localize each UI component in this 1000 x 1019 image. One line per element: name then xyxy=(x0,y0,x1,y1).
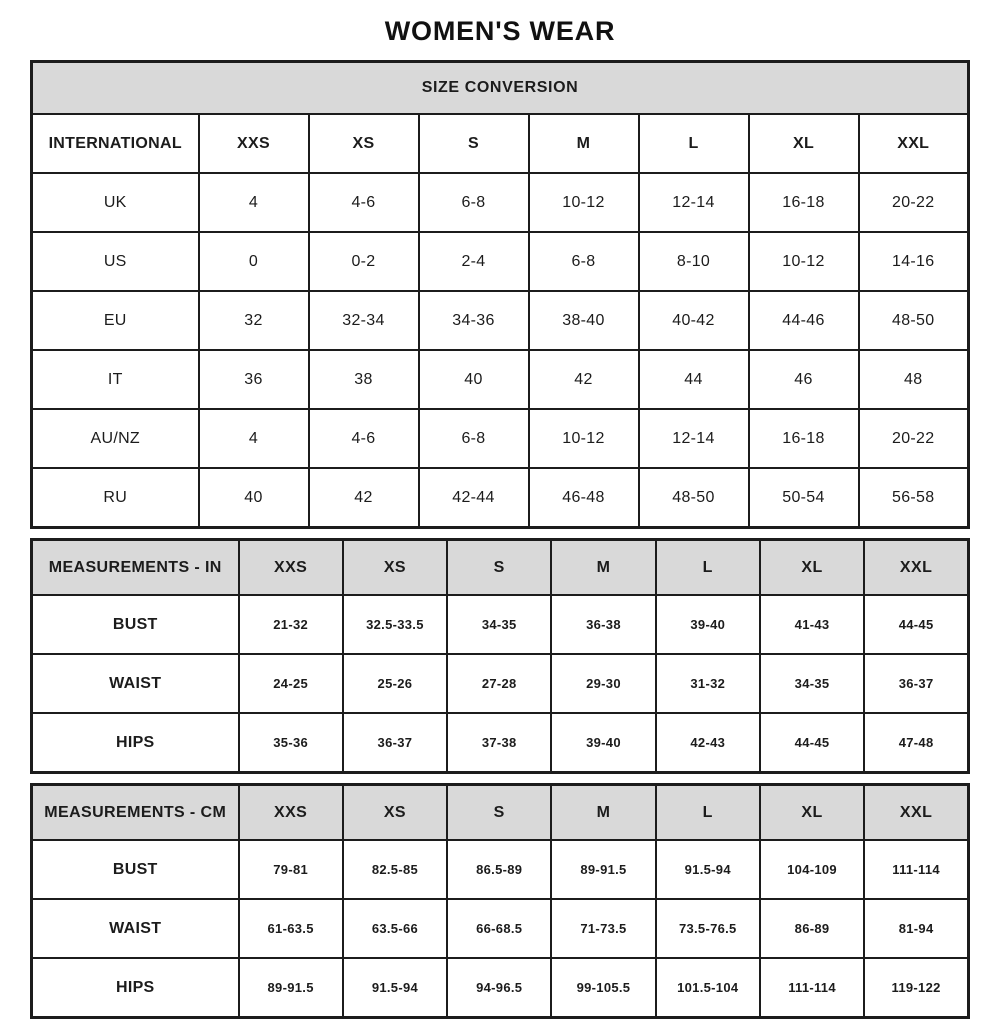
row-label-bust-in: BUST xyxy=(32,595,239,654)
in-col-header-m: M xyxy=(551,540,655,596)
cell-eu-m: 38-40 xyxy=(529,291,639,350)
in-col-header-l: L xyxy=(656,540,760,596)
cell-it-xs: 38 xyxy=(309,350,419,409)
cm-col-header-xxl: XXL xyxy=(864,785,968,841)
cell-hips-in-xs: 36-37 xyxy=(343,713,447,773)
cell-uk-xxs: 4 xyxy=(199,173,309,232)
cell-hips-in-xl: 44-45 xyxy=(760,713,864,773)
size-conversion-table xyxy=(30,60,970,529)
cell-eu-s: 34-36 xyxy=(419,291,529,350)
cell-ru-xs: 42 xyxy=(309,468,419,528)
cell-uk-xl: 16-18 xyxy=(749,173,859,232)
row-label-uk: UK xyxy=(32,173,199,232)
in-col-header-xs: XS xyxy=(343,540,447,596)
measurements-cm-table xyxy=(30,783,970,1019)
cell-it-xl: 46 xyxy=(749,350,859,409)
row-label-eu: EU xyxy=(32,291,199,350)
cell-waist-cm-m: 71-73.5 xyxy=(551,899,655,958)
cell-waist-in-xl: 34-35 xyxy=(760,654,864,713)
col-header-size-xxl: XXL xyxy=(859,114,969,173)
cell-aunz-s: 6-8 xyxy=(419,409,529,468)
cell-it-xxs: 36 xyxy=(199,350,309,409)
row-label-aunz: AU/NZ xyxy=(32,409,199,468)
table-row-ru xyxy=(32,468,969,528)
col-header-size-s: S xyxy=(419,114,529,173)
cell-aunz-xs: 4-6 xyxy=(309,409,419,468)
cell-uk-m: 10-12 xyxy=(529,173,639,232)
cm-col-header-xs: XS xyxy=(343,785,447,841)
cell-hips-cm-m: 99-105.5 xyxy=(551,958,655,1018)
cell-us-l: 8-10 xyxy=(639,232,749,291)
cell-waist-in-m: 29-30 xyxy=(551,654,655,713)
table-row-bust-in xyxy=(32,595,969,654)
cell-uk-l: 12-14 xyxy=(639,173,749,232)
cell-hips-cm-xxs: 89-91.5 xyxy=(239,958,343,1018)
table-row-hips-in xyxy=(32,713,969,773)
cell-waist-cm-l: 73.5-76.5 xyxy=(656,899,760,958)
cell-waist-in-xxl: 36-37 xyxy=(864,654,968,713)
cell-hips-cm-s: 94-96.5 xyxy=(447,958,551,1018)
cell-waist-cm-xxl: 81-94 xyxy=(864,899,968,958)
cell-eu-xs: 32-34 xyxy=(309,291,419,350)
cell-aunz-xxs: 4 xyxy=(199,409,309,468)
cm-col-header-xxs: XXS xyxy=(239,785,343,841)
cell-ru-xl: 50-54 xyxy=(749,468,859,528)
cell-bust-cm-xs: 82.5-85 xyxy=(343,840,447,899)
cell-waist-in-l: 31-32 xyxy=(656,654,760,713)
row-label-us: US xyxy=(32,232,199,291)
cell-eu-xxs: 32 xyxy=(199,291,309,350)
cell-ru-xxl: 56-58 xyxy=(859,468,969,528)
table-row-bust-cm xyxy=(32,840,969,899)
table-row-aunz xyxy=(32,409,969,468)
cell-hips-in-xxl: 47-48 xyxy=(864,713,968,773)
cell-waist-cm-xxs: 61-63.5 xyxy=(239,899,343,958)
cell-hips-cm-l: 101.5-104 xyxy=(656,958,760,1018)
col-header-size-l: L xyxy=(639,114,749,173)
cell-bust-cm-xxl: 111-114 xyxy=(864,840,968,899)
col-header-size-xs: XS xyxy=(309,114,419,173)
row-label-waist-cm: WAIST xyxy=(32,899,239,958)
cell-ru-m: 46-48 xyxy=(529,468,639,528)
cell-waist-cm-xl: 86-89 xyxy=(760,899,864,958)
page-title: WOMEN'S WEAR xyxy=(384,16,616,46)
cell-bust-in-xs: 32.5-33.5 xyxy=(343,595,447,654)
row-label-hips-in: HIPS xyxy=(32,713,239,773)
in-col-header-xxl: XXL xyxy=(864,540,968,596)
in-col-header-xxs: XXS xyxy=(239,540,343,596)
cell-waist-in-xs: 25-26 xyxy=(343,654,447,713)
cell-waist-in-s: 27-28 xyxy=(447,654,551,713)
cell-bust-cm-l: 91.5-94 xyxy=(656,840,760,899)
cell-bust-cm-s: 86.5-89 xyxy=(447,840,551,899)
cell-aunz-m: 10-12 xyxy=(529,409,639,468)
in-col-header-xl: XL xyxy=(760,540,864,596)
row-label-ru: RU xyxy=(32,468,199,528)
cell-uk-xs: 4-6 xyxy=(309,173,419,232)
cell-bust-in-l: 39-40 xyxy=(656,595,760,654)
table-row-waist-cm xyxy=(32,899,969,958)
cell-eu-xxl: 48-50 xyxy=(859,291,969,350)
row-label-hips-cm: HIPS xyxy=(32,958,239,1018)
table-row-waist-in xyxy=(32,654,969,713)
cell-us-m: 6-8 xyxy=(529,232,639,291)
cell-bust-in-xxs: 21-32 xyxy=(239,595,343,654)
measurements-in-table xyxy=(30,538,970,774)
cell-hips-cm-xxl: 119-122 xyxy=(864,958,968,1018)
table-row-us xyxy=(32,232,969,291)
measurements-cm-title: MEASUREMENTS - CM xyxy=(32,785,239,841)
row-label-bust-cm: BUST xyxy=(32,840,239,899)
cm-col-header-s: S xyxy=(447,785,551,841)
cell-ru-xxs: 40 xyxy=(199,468,309,528)
cell-uk-s: 6-8 xyxy=(419,173,529,232)
cell-us-xxs: 0 xyxy=(199,232,309,291)
cm-col-header-m: M xyxy=(551,785,655,841)
cell-us-s: 2-4 xyxy=(419,232,529,291)
col-header-size-xxs: XXS xyxy=(199,114,309,173)
cell-uk-xxl: 20-22 xyxy=(859,173,969,232)
cell-us-xs: 0-2 xyxy=(309,232,419,291)
col-header-size-m: M xyxy=(529,114,639,173)
cell-waist-in-xxs: 24-25 xyxy=(239,654,343,713)
cm-col-header-xl: XL xyxy=(760,785,864,841)
cm-col-header-l: L xyxy=(656,785,760,841)
cell-it-s: 40 xyxy=(419,350,529,409)
cell-waist-cm-s: 66-68.5 xyxy=(447,899,551,958)
cell-ru-l: 48-50 xyxy=(639,468,749,528)
cell-bust-cm-xl: 104-109 xyxy=(760,840,864,899)
row-label-waist-in: WAIST xyxy=(32,654,239,713)
cell-bust-cm-m: 89-91.5 xyxy=(551,840,655,899)
cell-it-xxl: 48 xyxy=(859,350,969,409)
cell-bust-cm-xxs: 79-81 xyxy=(239,840,343,899)
cell-waist-cm-xs: 63.5-66 xyxy=(343,899,447,958)
cell-us-xl: 10-12 xyxy=(749,232,859,291)
cell-bust-in-s: 34-35 xyxy=(447,595,551,654)
cell-it-m: 42 xyxy=(529,350,639,409)
measurements-in-title: MEASUREMENTS - IN xyxy=(32,540,239,596)
cell-hips-in-s: 37-38 xyxy=(447,713,551,773)
cell-aunz-xl: 16-18 xyxy=(749,409,859,468)
cell-bust-in-xl: 41-43 xyxy=(760,595,864,654)
col-header-international: INTERNATIONAL xyxy=(32,114,199,173)
in-col-header-s: S xyxy=(447,540,551,596)
cell-bust-in-m: 36-38 xyxy=(551,595,655,654)
cell-eu-l: 40-42 xyxy=(639,291,749,350)
cell-hips-in-l: 42-43 xyxy=(656,713,760,773)
cell-bust-in-xxl: 44-45 xyxy=(864,595,968,654)
row-label-it: IT xyxy=(32,350,199,409)
table-row-it xyxy=(32,350,969,409)
cell-aunz-xxl: 20-22 xyxy=(859,409,969,468)
cell-aunz-l: 12-14 xyxy=(639,409,749,468)
cell-ru-s: 42-44 xyxy=(419,468,529,528)
cell-hips-in-m: 39-40 xyxy=(551,713,655,773)
cell-hips-in-xxs: 35-36 xyxy=(239,713,343,773)
table-row-uk xyxy=(32,173,969,232)
cell-eu-xl: 44-46 xyxy=(749,291,859,350)
size-conversion-title: SIZE CONVERSION xyxy=(32,62,969,115)
cell-hips-cm-xl: 111-114 xyxy=(760,958,864,1018)
cell-hips-cm-xs: 91.5-94 xyxy=(343,958,447,1018)
cell-us-xxl: 14-16 xyxy=(859,232,969,291)
col-header-size-xl: XL xyxy=(749,114,859,173)
table-row-hips-cm xyxy=(32,958,969,1018)
table-row-eu xyxy=(32,291,969,350)
cell-it-l: 44 xyxy=(639,350,749,409)
